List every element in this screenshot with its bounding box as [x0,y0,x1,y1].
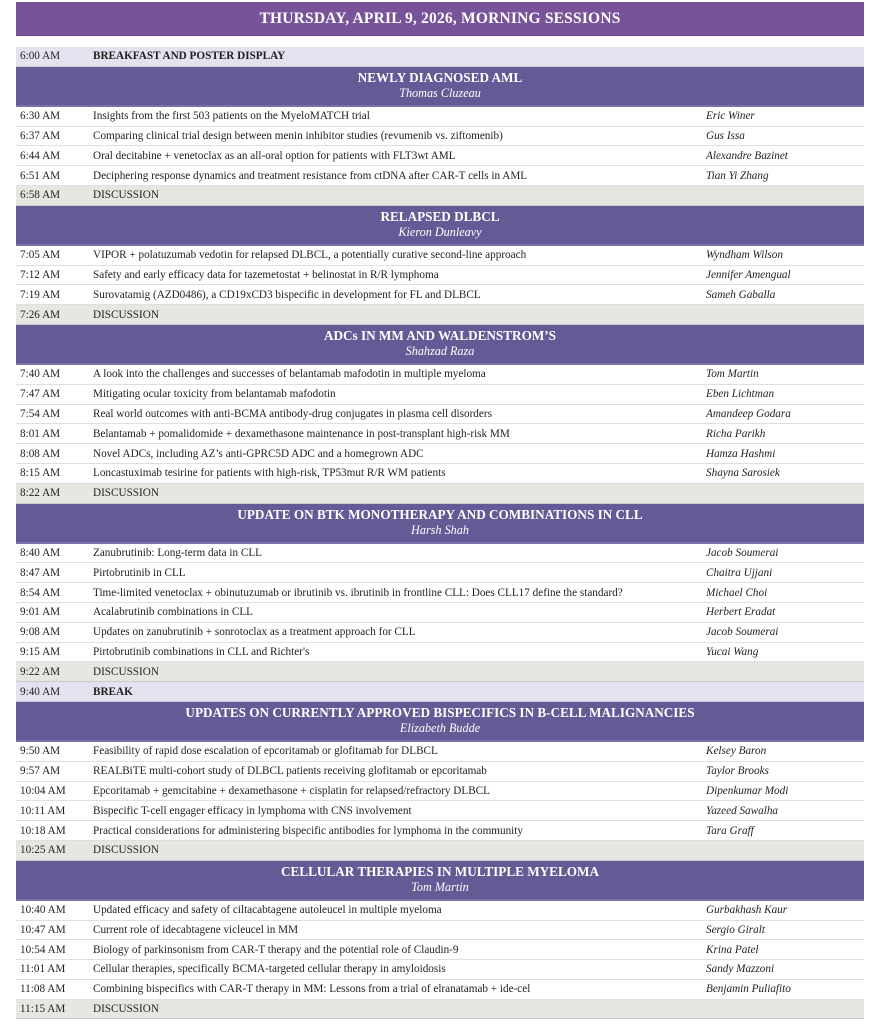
time-cell: 10:40 AM [20,904,66,917]
talk-row [16,921,864,941]
time-cell: 7:19 AM [20,288,61,301]
talk-row [16,464,864,484]
time-cell: 7:40 AM [20,368,61,381]
discussion-row [16,186,864,206]
time-cell: 9:01 AM [20,606,61,619]
schedule-table [16,47,864,1019]
speaker-cell: Jacob Soumerai [706,546,779,559]
session-header [16,67,864,107]
label-cell: DISCUSSION [93,665,159,678]
speaker-cell: Kelsey Baron [706,745,767,758]
session-header [16,325,864,365]
topic-cell: Epcoritamab + gemcitabine + dexamethasone + cisplatin for relapsed/refractory DLBCL [93,784,490,797]
speaker-cell: Jacob Soumerai [706,626,779,639]
time-cell: 7:12 AM [20,268,61,281]
speaker-cell: Eric Winer [706,110,755,123]
talk-row [16,146,864,166]
speaker-cell: Tara Graff [706,824,754,837]
time-cell: 8:54 AM [20,586,61,599]
label-cell: DISCUSSION [93,844,159,857]
session-chair: Elizabeth Budde [399,721,481,736]
label-cell: DISCUSSION [93,487,159,500]
time-cell: 10:04 AM [20,784,66,797]
time-cell: 7:47 AM [20,388,61,401]
time-cell: 8:47 AM [20,566,61,579]
speaker-cell: Tom Martin [706,368,759,381]
talk-row [16,821,864,841]
talk-row [16,365,864,385]
time-cell: 8:15 AM [20,467,61,480]
time-cell: 10:25 AM [20,844,66,857]
topic-cell: Updated efficacy and safety of ciltacabtagene autoleucel in multiple myeloma [93,904,442,917]
topic-cell: VIPOR + polatuzumab vedotin for relapsed DLBCL, a potentially curative second-line approach [93,249,527,262]
session-title: RELAPSED DLBCL [380,209,500,225]
topic-cell: Novel ADCs, including AZ’s anti-GPRC5D ADC and a homegrown ADC [93,447,424,460]
talk-row [16,742,864,762]
time-cell: 9:22 AM [20,665,61,678]
time-cell: 8:22 AM [20,487,61,500]
talk-row [16,782,864,802]
time-cell: 9:08 AM [20,626,61,639]
speaker-cell: Krina Patel [706,943,759,956]
time-cell: 6:00 AM [20,50,61,63]
topic-cell: Biology of parkinsonism from CAR-T therapy and the potential role of Claudin-9 [93,943,459,956]
talk-row [16,980,864,1000]
topic-cell: Cellular therapies, specifically BCMA-targeted cellular therapy in amyloidosis [93,963,446,976]
topic-cell: REALBiTE multi-cohort study of DLBCL patients receiving glofitamab or epcoritamab [93,765,487,778]
talk-row [16,603,864,623]
session-chair: Shahzad Raza [405,344,475,359]
talk-row [16,424,864,444]
discussion-row [16,305,864,325]
session-title: NEWLY DIAGNOSED AML [357,70,523,86]
topic-cell: Surovatamig (AZD0486), a CD19xCD3 bispecific in development for FL and DLBCL [93,288,481,301]
speaker-cell: Amandeep Godara [706,407,791,420]
speaker-cell: Hamza Hashmi [706,447,776,460]
topic-cell: Safety and early efficacy data for tazemetostat + belinostat in R/R lymphoma [93,268,439,281]
talk-row [16,246,864,266]
topic-cell: Feasibility of rapid dose escalation of epcoritamab or glofitamab for DLBCL [93,745,438,758]
talk-row [16,563,864,583]
session-chair: Harsh Shah [411,523,469,538]
time-cell: 10:47 AM [20,923,66,936]
time-cell: 7:54 AM [20,407,61,420]
speaker-cell: Chaitra Ujjani [706,566,773,579]
talk-row [16,444,864,464]
time-cell: 8:40 AM [20,546,61,559]
page-title: THURSDAY, APRIL 9, 2026, MORNING SESSIONS [16,2,864,36]
speaker-cell: Eben Lichtman [706,388,775,401]
topic-cell: Pirtobrutinib combinations in CLL and Richter's [93,645,310,658]
topic-cell: Oral decitabine + venetoclax as an all-oral option for patients with FLT3wt AML [93,149,456,162]
talk-row [16,127,864,147]
topic-cell: Deciphering response dynamics and treatment resistance from ctDNA after CAR-T cells in AML [93,169,528,182]
speaker-cell: Alexandre Bazinet [706,149,788,162]
session-header [16,504,864,544]
talk-row [16,285,864,305]
topic-cell: Real world outcomes with anti-BCMA antibody-drug conjugates in plasma cell disorders [93,407,492,420]
session-title: CELLULAR THERAPIES IN MULTIPLE MYELOMA [280,864,600,880]
talk-row [16,940,864,960]
time-cell: 9:40 AM [20,685,61,698]
speaker-cell: Michael Choi [706,586,768,599]
speaker-cell: Richa Parikh [706,427,766,440]
speaker-cell: Wyndham Wilson [706,249,783,262]
speaker-cell: Gurbakhash Kaur [706,904,788,917]
topic-cell: Mitigating ocular toxicity from belantamab mafodotin [93,388,336,401]
talk-row [16,901,864,921]
talk-row [16,405,864,425]
session-chair: Tom Martin [411,880,469,895]
talk-row [16,385,864,405]
speaker-cell: Sergio Giralt [706,923,765,936]
time-cell: 6:58 AM [20,189,61,202]
talk-row [16,266,864,286]
speaker-cell: Sandy Mazzoni [706,963,775,976]
topic-cell: Combining bispecifics with CAR-T therapy in MM: Lessons from a trial of elranatamab + ide-cel [93,983,531,996]
talk-row [16,762,864,782]
talk-row [16,643,864,663]
time-cell: 10:11 AM [20,804,66,817]
discussion-row [16,1000,864,1020]
discussion-row [16,484,864,504]
time-cell: 11:08 AM [20,983,66,996]
label-cell: DISCUSSION [93,1003,159,1016]
label-cell: BREAKFAST AND POSTER DISPLAY [93,50,286,63]
speaker-cell: Herbert Eradat [706,606,776,619]
plain-row [16,682,864,702]
talk-row [16,583,864,603]
topic-cell: Practical considerations for administering bispecific antibodies for lymphoma in the community [93,824,523,837]
talk-row [16,623,864,643]
topic-cell: Pirtobrutinib in CLL [93,566,186,579]
label-cell: DISCUSSION [93,189,159,202]
topic-cell: Updates on zanubrutinib + sonrotoclax as a treatment approach for CLL [93,626,416,639]
time-cell: 6:37 AM [20,129,61,142]
session-chair: Kieron Dunleavy [398,225,482,240]
plain-row [16,47,864,67]
time-cell: 6:51 AM [20,169,61,182]
time-cell: 7:26 AM [20,308,61,321]
session-header [16,702,864,742]
session-title: UPDATES ON CURRENTLY APPROVED BISPECIFICS IN B-CELL MALIGNANCIES [185,705,695,721]
speaker-cell: Tian Yi Zhang [706,169,769,182]
talk-row [16,801,864,821]
speaker-cell: Yucai Wang [706,645,759,658]
speaker-cell: Yazeed Sawalha [706,804,779,817]
time-cell: 7:05 AM [20,249,61,262]
time-cell: 6:44 AM [20,149,61,162]
time-cell: 8:01 AM [20,427,61,440]
time-cell: 10:54 AM [20,943,66,956]
speaker-cell: Jennifer Amengual [706,268,791,281]
speaker-cell: Shayna Sarosiek [706,467,780,480]
talk-row [16,166,864,186]
discussion-row [16,662,864,682]
speaker-cell: Gus Issa [706,129,745,142]
speaker-cell: Taylor Brooks [706,765,769,778]
session-header [16,206,864,246]
talk-row [16,544,864,564]
label-cell: BREAK [93,685,133,698]
session-title: UPDATE ON BTK MONOTHERAPY AND COMBINATIONS IN CLL [237,507,643,523]
time-cell: 8:08 AM [20,447,61,460]
session-header [16,861,864,901]
topic-cell: Zanubrutinib: Long-term data in CLL [93,546,263,559]
topic-cell: Belantamab + pomalidomide + dexamethasone maintenance in post-transplant high-risk MM [93,427,510,440]
topic-cell: Time-limited venetoclax + obinutuzumab or ibrutinib vs. ibrutinib in frontline CLL: Does CLL17 define the standard? [93,586,623,599]
time-cell: 9:57 AM [20,765,61,778]
speaker-cell: Dipenkumar Modi [706,784,789,797]
speaker-cell: Benjamin Puliafito [706,983,791,996]
time-cell: 6:30 AM [20,110,61,123]
time-cell: 11:15 AM [20,1003,66,1016]
topic-cell: A look into the challenges and successes of belantamab mafodotin in multiple myeloma [93,368,486,381]
topic-cell: Comparing clinical trial design between menin inhibitor studies (revumenib vs. ziftomenib) [93,129,503,142]
talk-row [16,960,864,980]
topic-cell: Bispecific T-cell engager efficacy in lymphoma with CNS involvement [93,804,412,817]
topic-cell: Current role of idecabtagene vicleucel in MM [93,923,299,936]
time-cell: 9:15 AM [20,645,61,658]
session-title: ADCs IN MM AND WALDENSTROM’S [323,328,556,344]
label-cell: DISCUSSION [93,308,159,321]
time-cell: 10:18 AM [20,824,66,837]
session-chair: Thomas Cluzeau [399,86,481,101]
time-cell: 9:50 AM [20,745,61,758]
topic-cell: Acalabrutinib combinations in CLL [93,606,254,619]
speaker-cell: Sameh Gaballa [706,288,776,301]
time-cell: 11:01 AM [20,963,66,976]
topic-cell: Loncastuximab tesirine for patients with high-risk, TP53mut R/R WM patients [93,467,446,480]
discussion-row [16,841,864,861]
talk-row [16,107,864,127]
topic-cell: Insights from the first 503 patients on the MyeloMATCH trial [93,110,370,123]
